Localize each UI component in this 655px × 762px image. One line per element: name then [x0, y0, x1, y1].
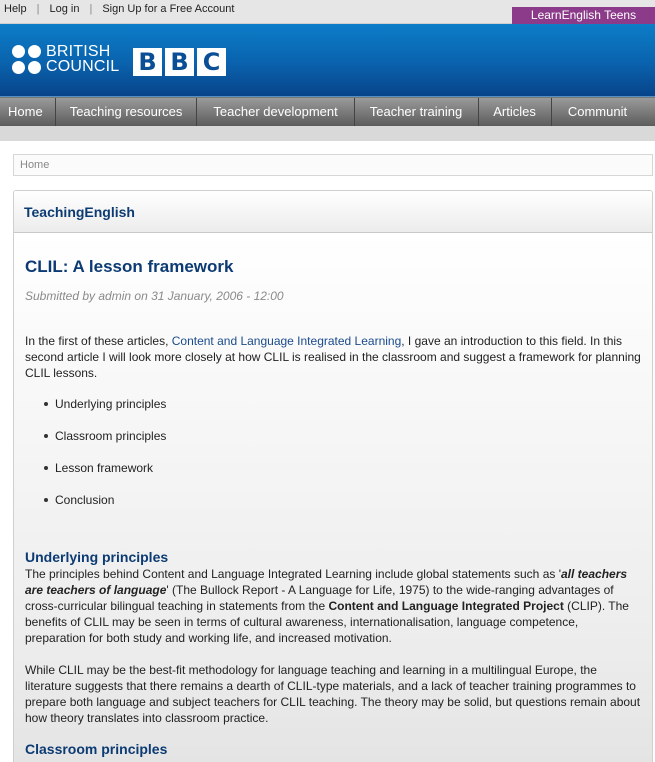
- separator: |: [89, 3, 93, 15]
- quote-emphasis: all teachers are teachers of language: [25, 567, 628, 597]
- main-nav: [0, 97, 655, 126]
- learnenglish-teens-link[interactable]: LearnEnglish Teens: [512, 7, 655, 24]
- sub-nav-band: [0, 126, 655, 141]
- british-council-wordmark: [46, 44, 119, 74]
- bbc-letter: C: [197, 48, 226, 76]
- separator: |: [36, 3, 40, 15]
- top-bar: [0, 0, 655, 24]
- breadcrumb: [13, 154, 653, 176]
- submitted-meta: Submitted by admin on 31 January, 2006 - 12:00: [25, 289, 284, 303]
- section-title[interactable]: TeachingEnglish: [14, 191, 652, 233]
- clip-emphasis: Content and Language Integrated Project: [328, 599, 564, 613]
- article-body: [14, 233, 652, 762]
- intro-text: In the first of these articles,: [25, 334, 172, 348]
- intro-text: , I gave an introduction to this field. In this second article I will look more closely at how CLIL is realised in the classroom and suggest a framework for planning CLIL lessons.: [25, 334, 641, 380]
- paragraph-principles: [25, 566, 642, 646]
- nav-home[interactable]: Home: [0, 98, 56, 126]
- toc-item-lesson-framework[interactable]: Lesson framework: [44, 459, 642, 491]
- content-panel: [13, 190, 653, 762]
- british-council-line2: COUNCIL: [46, 58, 120, 75]
- heading-underlying-principles: Underlying principles: [25, 549, 169, 565]
- toc-item-classroom-principles[interactable]: Classroom principles: [44, 427, 642, 459]
- breadcrumb-home-link[interactable]: Home: [20, 159, 50, 171]
- top-links: [4, 3, 234, 15]
- signup-link[interactable]: Sign Up for a Free Account: [102, 3, 235, 15]
- clil-article-link[interactable]: Content and Language Integrated Learning: [171, 334, 402, 348]
- paragraph-best-fit: While CLIL may be the best-fit methodology for language teaching and learning in a multilingual Europe, the literature suggests that there remains a dearth of CLIL-type materials, and a lack of teacher training programmes to prepare both language and subject teachers for CLIL teaching. The theory may be solid, but questions remain about how theory translates into classroom practice.: [25, 663, 641, 725]
- bbc-letter: B: [133, 48, 162, 76]
- toc-item-underlying-principles[interactable]: Underlying principles: [44, 395, 642, 427]
- help-link[interactable]: Help: [4, 3, 27, 15]
- toc-item-conclusion[interactable]: Conclusion: [44, 491, 642, 523]
- nav-teacher-training[interactable]: Teacher training: [355, 98, 480, 126]
- intro-paragraph: [25, 333, 642, 381]
- british-council-dots-icon: [12, 45, 41, 74]
- british-council-logo[interactable]: [12, 44, 119, 74]
- paragraph-text: ' (The Bullock Report - A Language for Life, 1975) to the wide-ranging advantages of cross-curricular bilingual teaching in statements from the: [25, 583, 614, 613]
- nav-articles[interactable]: Articles: [479, 98, 552, 126]
- paragraph-text: (CLIP). The benefits of CLIL may be seen in terms of cultural awareness, internationalisation, language competence, preparation for both study and working life, and increased motivation.: [25, 599, 629, 645]
- british-council-line1: BRITISH: [46, 43, 111, 60]
- heading-classroom-principles: Classroom principles: [25, 741, 168, 757]
- nav-teacher-development[interactable]: Teacher development: [197, 98, 354, 126]
- bbc-logo[interactable]: [133, 48, 226, 76]
- table-of-contents: [25, 395, 642, 523]
- bbc-letter: B: [165, 48, 194, 76]
- nav-community[interactable]: Communit: [567, 104, 628, 119]
- login-link[interactable]: Log in: [49, 3, 80, 15]
- paragraph-text: The principles behind Content and Language Integrated Learning include global statements such as ': [25, 567, 561, 581]
- nav-teaching-resources[interactable]: Teaching resources: [56, 98, 198, 126]
- header-banner: [0, 24, 655, 97]
- page-title: CLIL: A lesson framework: [25, 257, 234, 276]
